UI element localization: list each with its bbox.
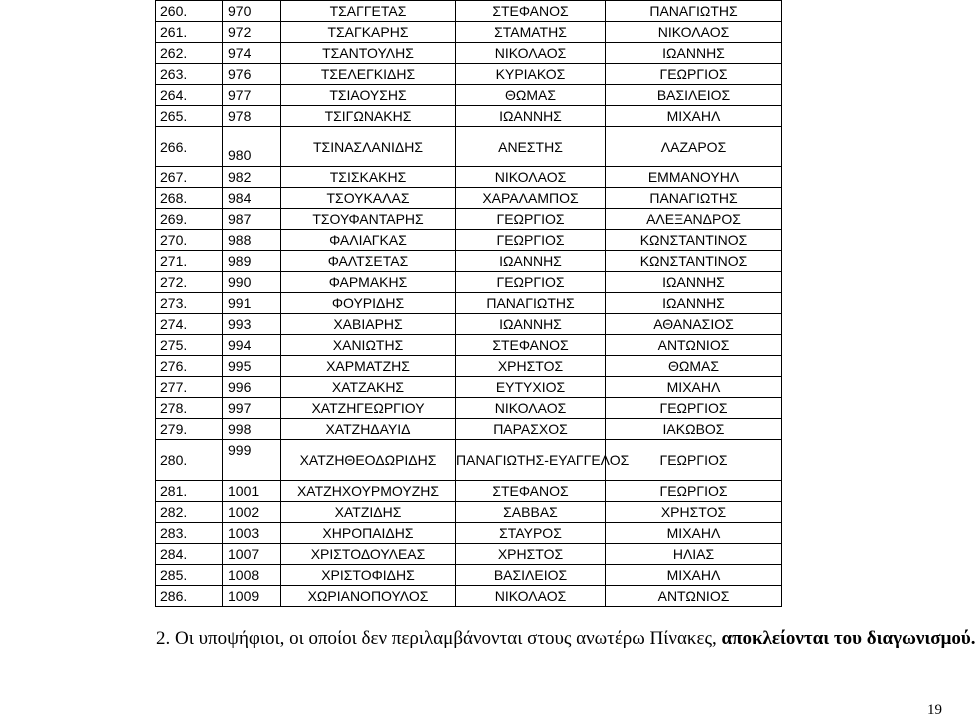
father-name-cell: ΝΙΚΟΛΑΟΣ (456, 167, 606, 188)
candidate-code-cell: 1002 (223, 502, 281, 523)
row-number-cell: 266. (156, 127, 223, 167)
row-number-cell: 261. (156, 22, 223, 43)
page-number: 19 (927, 702, 942, 718)
surname-cell: ΤΣΑΓΓΕΤΑΣ (281, 1, 456, 22)
table-row (156, 544, 782, 565)
row-number-cell: 264. (156, 85, 223, 106)
table-row (156, 314, 782, 335)
table-row (156, 293, 782, 314)
surname-cell: ΧΡΙΣΤΟΦΙΔΗΣ (281, 565, 456, 586)
father-name-cell: ΣΑΒΒΑΣ (456, 502, 606, 523)
table-row (156, 230, 782, 251)
candidate-code-cell: 998 (223, 419, 281, 440)
table-row (156, 377, 782, 398)
candidate-code-cell: 990 (223, 272, 281, 293)
candidate-code-cell: 1008 (223, 565, 281, 586)
second-name-cell: ΑΛΕΞΑΝΔΡΟΣ (606, 209, 782, 230)
second-name-cell: ΜΙΧΑΗΛ (606, 377, 782, 398)
candidate-code-cell: 989 (223, 251, 281, 272)
candidate-code-cell: 993 (223, 314, 281, 335)
second-name-cell: ΗΛΙΑΣ (606, 544, 782, 565)
candidate-code-cell: 984 (223, 188, 281, 209)
candidate-code-cell: 997 (223, 398, 281, 419)
table-row (156, 85, 782, 106)
father-name-cell: ΘΩΜΑΣ (456, 85, 606, 106)
surname-cell: ΧΡΙΣΤΟΔΟΥΛΕΑΣ (281, 544, 456, 565)
father-name-cell: ΣΤΑΥΡΟΣ (456, 523, 606, 544)
surname-cell: ΦΑΡΜΑΚΗΣ (281, 272, 456, 293)
row-number-cell: 275. (156, 335, 223, 356)
row-number-cell: 269. (156, 209, 223, 230)
candidate-code-cell: 995 (223, 356, 281, 377)
father-name-cell: ΓΕΩΡΓΙΟΣ (456, 230, 606, 251)
row-number-cell: 267. (156, 167, 223, 188)
candidate-code-cell: 994 (223, 335, 281, 356)
second-name-cell: ΙΩΑΝΝΗΣ (606, 43, 782, 64)
second-name-cell: ΑΝΤΩΝΙΟΣ (606, 586, 782, 607)
father-name-cell: ΕΥΤΥΧΙΟΣ (456, 377, 606, 398)
row-number-cell: 277. (156, 377, 223, 398)
surname-cell: ΤΣΙΝΑΣΛΑΝΙΔΗΣ (281, 127, 456, 167)
second-name-cell: ΑΝΤΩΝΙΟΣ (606, 335, 782, 356)
father-name-cell: ΓΕΩΡΓΙΟΣ (456, 272, 606, 293)
candidate-code-cell: 988 (223, 230, 281, 251)
table-row (156, 356, 782, 377)
table-row (156, 502, 782, 523)
candidate-code-cell: 1007 (223, 544, 281, 565)
table-row (156, 64, 782, 85)
second-name-cell: ΓΕΩΡΓΙΟΣ (606, 64, 782, 85)
table-row (156, 167, 782, 188)
father-name-cell: ΣΤΕΦΑΝΟΣ (456, 481, 606, 502)
second-name-cell: ΓΕΩΡΓΙΟΣ (606, 398, 782, 419)
surname-cell: ΧΑΒΙΑΡΗΣ (281, 314, 456, 335)
second-name-cell: ΙΩΑΝΝΗΣ (606, 272, 782, 293)
candidates-table (155, 0, 782, 607)
second-name-cell: ΕΜΜΑΝΟΥΗΛ (606, 167, 782, 188)
father-name-cell: ΒΑΣΙΛΕΙΟΣ (456, 565, 606, 586)
father-name-cell: ΣΤΕΦΑΝΟΣ (456, 1, 606, 22)
surname-cell: ΤΣΙΣΚΑΚΗΣ (281, 167, 456, 188)
father-name-cell: ΣΤΑΜΑΤΗΣ (456, 22, 606, 43)
candidate-code-cell: 972 (223, 22, 281, 43)
candidate-code-cell: 982 (223, 167, 281, 188)
table-row (156, 523, 782, 544)
table-row (156, 127, 782, 167)
candidate-code-cell: 996 (223, 377, 281, 398)
table-row (156, 440, 782, 481)
second-name-cell: ΒΑΣΙΛΕΙΟΣ (606, 85, 782, 106)
candidate-code-cell: 1009 (223, 586, 281, 607)
table-row (156, 1, 782, 22)
row-number-cell: 274. (156, 314, 223, 335)
surname-cell: ΧΑΤΖΗΧΟΥΡΜΟΥΖΗΣ (281, 481, 456, 502)
table-row (156, 22, 782, 43)
surname-cell: ΧΑΤΖΗΓΕΩΡΓΙΟΥ (281, 398, 456, 419)
row-number-cell: 265. (156, 106, 223, 127)
second-name-cell: ΜΙΧΑΗΛ (606, 106, 782, 127)
surname-cell: ΧΑΤΖΑΚΗΣ (281, 377, 456, 398)
second-name-cell: ΚΩΝΣΤΑΝΤΙΝΟΣ (606, 251, 782, 272)
father-name-cell: ΧΑΡΑΛΑΜΠΟΣ (456, 188, 606, 209)
father-name-cell: ΠΑΡΑΣΧΟΣ (456, 419, 606, 440)
candidate-code-cell: 974 (223, 43, 281, 64)
second-name-cell: ΠΑΝΑΓΙΩΤΗΣ (606, 188, 782, 209)
table-row (156, 188, 782, 209)
surname-cell: ΤΣΟΥΦΑΝΤΑΡΗΣ (281, 209, 456, 230)
surname-cell: ΤΣΙΑΟΥΣΗΣ (281, 85, 456, 106)
candidate-code-cell: 976 (223, 64, 281, 85)
row-number-cell: 279. (156, 419, 223, 440)
table-row (156, 251, 782, 272)
father-name-cell: ΣΤΕΦΑΝΟΣ (456, 335, 606, 356)
surname-cell: ΦΑΛΙΑΓΚΑΣ (281, 230, 456, 251)
row-number-cell: 286. (156, 586, 223, 607)
row-number-cell: 271. (156, 251, 223, 272)
candidate-code-cell: 987 (223, 209, 281, 230)
second-name-cell: ΚΩΝΣΤΑΝΤΙΝΟΣ (606, 230, 782, 251)
row-number-cell: 272. (156, 272, 223, 293)
surname-cell: ΧΑΝΙΩΤΗΣ (281, 335, 456, 356)
note-bold-text: αποκλείονται του διαγωνισμού. (721, 628, 976, 649)
table-row (156, 106, 782, 127)
father-name-cell: ΙΩΑΝΝΗΣ (456, 314, 606, 335)
row-number-cell: 263. (156, 64, 223, 85)
table-row (156, 209, 782, 230)
row-number-cell: 280. (156, 440, 223, 481)
second-name-cell: ΓΕΩΡΓΙΟΣ (606, 481, 782, 502)
candidate-code-cell: 977 (223, 85, 281, 106)
father-name-cell: ΓΕΩΡΓΙΟΣ (456, 209, 606, 230)
surname-cell: ΤΣΑΓΚΑΡΗΣ (281, 22, 456, 43)
table-row (156, 398, 782, 419)
father-name-cell: ΧΡΗΣΤΟΣ (456, 356, 606, 377)
table-row (156, 43, 782, 64)
surname-cell: ΧΑΤΖΗΔΑΥΙΔ (281, 419, 456, 440)
father-name-cell: ΠΑΝΑΓΙΩΤΗΣ-ΕΥΑΓΓΕΛΟΣ (456, 440, 606, 481)
father-name-cell: ΙΩΑΝΝΗΣ (456, 251, 606, 272)
second-name-cell: ΧΡΗΣΤΟΣ (606, 502, 782, 523)
row-number-cell: 262. (156, 43, 223, 64)
father-name-cell: ΝΙΚΟΛΑΟΣ (456, 398, 606, 419)
row-number-cell: 285. (156, 565, 223, 586)
table-row (156, 481, 782, 502)
surname-cell: ΧΩΡΙΑΝΟΠΟΥΛΟΣ (281, 586, 456, 607)
table-row (156, 586, 782, 607)
father-name-cell: ΧΡΗΣΤΟΣ (456, 544, 606, 565)
row-number-cell: 281. (156, 481, 223, 502)
candidate-code-cell: 970 (223, 1, 281, 22)
candidate-code-cell: 999 (223, 440, 281, 481)
table-row (156, 565, 782, 586)
candidates-table-body (156, 1, 782, 607)
table-row (156, 335, 782, 356)
father-name-cell: ΚΥΡΙΑΚΟΣ (456, 64, 606, 85)
father-name-cell: ΠΑΝΑΓΙΩΤΗΣ (456, 293, 606, 314)
row-number-cell: 260. (156, 1, 223, 22)
row-number-cell: 284. (156, 544, 223, 565)
surname-cell: ΧΑΤΖΙΔΗΣ (281, 502, 456, 523)
second-name-cell: ΛΑΖΑΡΟΣ (606, 127, 782, 167)
second-name-cell: ΠΑΝΑΓΙΩΤΗΣ (606, 1, 782, 22)
father-name-cell: ΑΝΕΣΤΗΣ (456, 127, 606, 167)
surname-cell: ΤΣΟΥΚΑΛΑΣ (281, 188, 456, 209)
candidate-code-cell: 980 (223, 127, 281, 167)
candidate-code-cell: 1001 (223, 481, 281, 502)
surname-cell: ΤΣΕΛΕΓΚΙΔΗΣ (281, 64, 456, 85)
surname-cell: ΦΟΥΡΙΔΗΣ (281, 293, 456, 314)
second-name-cell: ΜΙΧΑΗΛ (606, 565, 782, 586)
note-text: Οι υποψήφιοι, οι οποίοι δεν περιλαμβάνονται στους ανωτέρω Πίνακες, (170, 628, 722, 649)
father-name-cell: ΙΩΑΝΝΗΣ (456, 106, 606, 127)
row-number-cell: 283. (156, 523, 223, 544)
surname-cell: ΤΣΙΓΩΝΑΚΗΣ (281, 106, 456, 127)
exclusion-note (156, 628, 976, 650)
table-row (156, 419, 782, 440)
surname-cell: ΤΣΑΝΤΟΥΛΗΣ (281, 43, 456, 64)
father-name-cell: ΝΙΚΟΛΑΟΣ (456, 43, 606, 64)
row-number-cell: 276. (156, 356, 223, 377)
table-row (156, 272, 782, 293)
row-number-cell: 282. (156, 502, 223, 523)
second-name-cell: ΑΘΑΝΑΣΙΟΣ (606, 314, 782, 335)
candidate-code-cell: 991 (223, 293, 281, 314)
note-number: 2. (156, 628, 171, 649)
surname-cell: ΧΑΤΖΗΘΕΟΔΩΡΙΔΗΣ (281, 440, 456, 481)
second-name-cell: ΓΕΩΡΓΙΟΣ (606, 440, 782, 481)
candidate-code-cell: 978 (223, 106, 281, 127)
second-name-cell: ΙΑΚΩΒΟΣ (606, 419, 782, 440)
father-name-cell: ΝΙΚΟΛΑΟΣ (456, 586, 606, 607)
candidate-code-cell: 1003 (223, 523, 281, 544)
row-number-cell: 278. (156, 398, 223, 419)
surname-cell: ΦΑΛΤΣΕΤΑΣ (281, 251, 456, 272)
surname-cell: ΧΑΡΜΑΤΖΗΣ (281, 356, 456, 377)
row-number-cell: 270. (156, 230, 223, 251)
second-name-cell: ΙΩΑΝΝΗΣ (606, 293, 782, 314)
row-number-cell: 273. (156, 293, 223, 314)
second-name-cell: ΜΙΧΑΗΛ (606, 523, 782, 544)
surname-cell: ΧΗΡΟΠΑΙΔΗΣ (281, 523, 456, 544)
second-name-cell: ΘΩΜΑΣ (606, 356, 782, 377)
row-number-cell: 268. (156, 188, 223, 209)
second-name-cell: ΝΙΚΟΛΑΟΣ (606, 22, 782, 43)
